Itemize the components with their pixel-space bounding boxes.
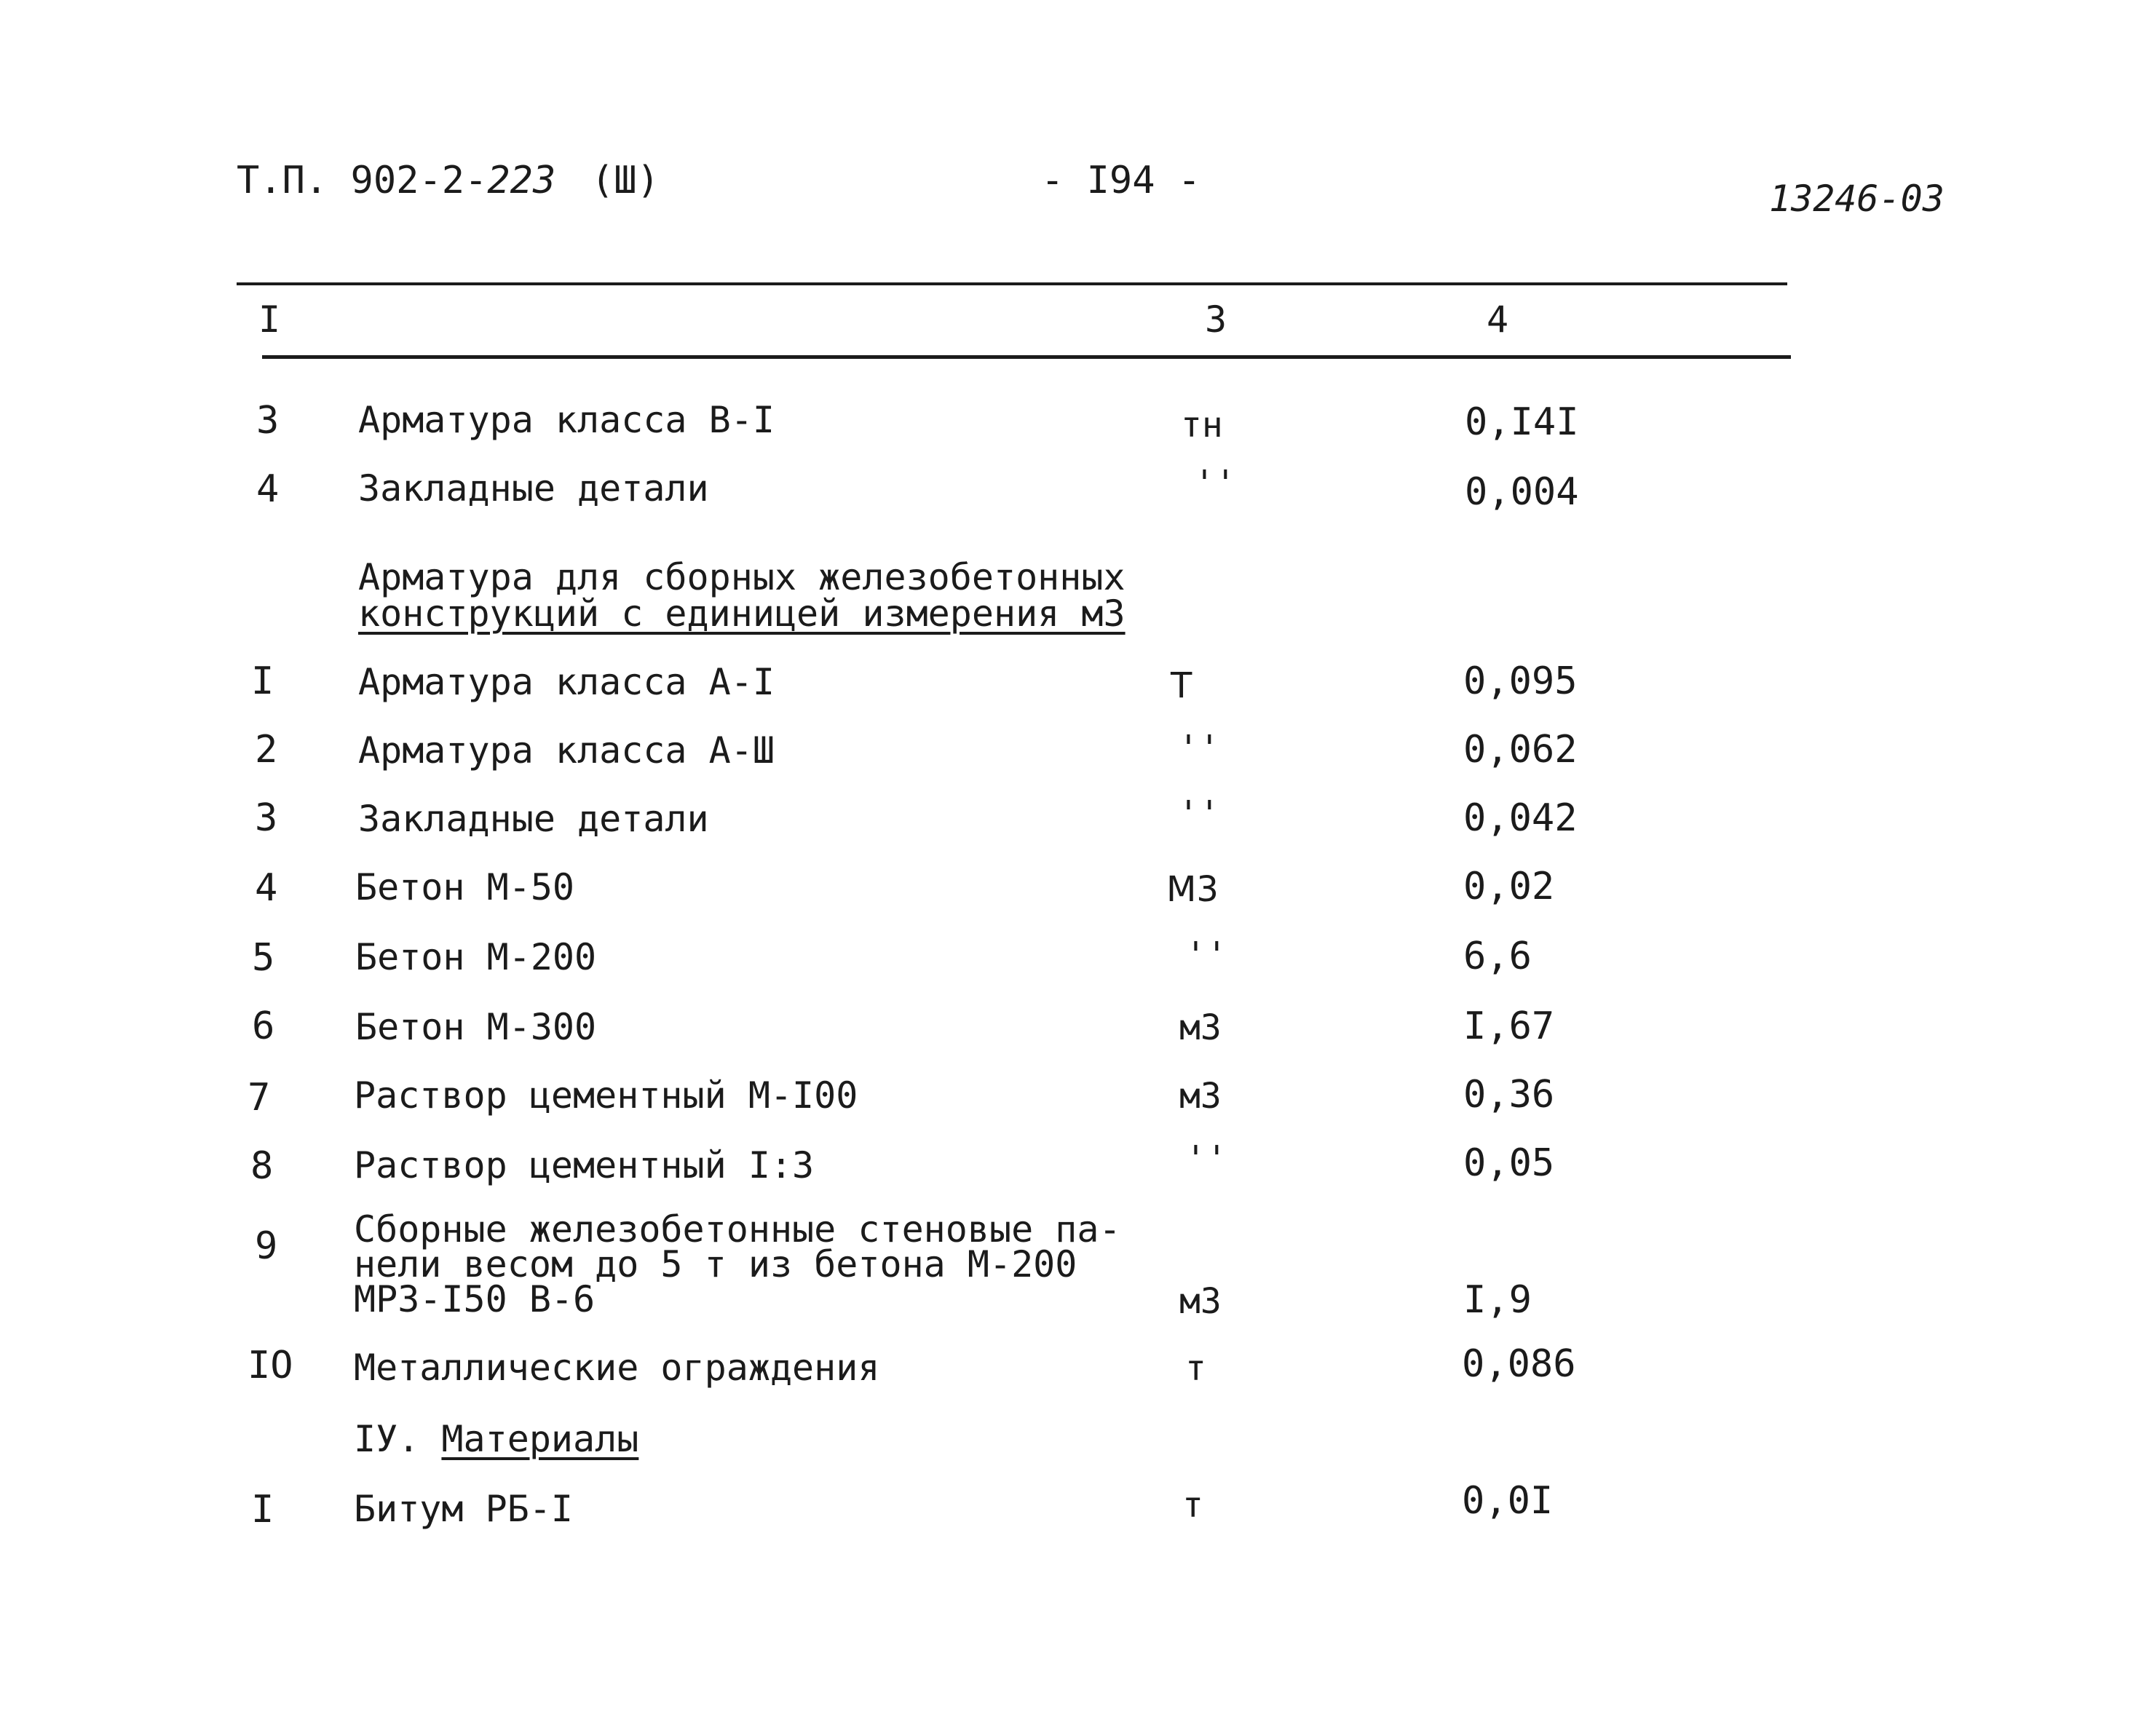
section-heading-line1: Арматура для сборных железобетонных [358,556,1126,598]
row-number: 3 [256,399,280,443]
row-value: I,9 [1463,1278,1532,1322]
row-number: 6 [252,1004,275,1048]
row-name: Арматура класса А-Ш [358,729,775,772]
document-number-handwritten: 223 [487,159,556,202]
document-number [237,159,555,202]
row-name: Бетон М-300 [355,1006,597,1048]
volume-label: (Ш) [591,159,660,202]
row-unit: '' [1178,793,1220,834]
row-value: 0,042 [1463,796,1578,840]
row-unit: т [1182,1485,1203,1526]
row-value: 0,062 [1463,728,1578,772]
row-value: 6,6 [1463,935,1532,978]
row-name: Битум РБ-I [354,1488,574,1530]
row-unit: тн [1181,405,1223,445]
row-value: 0,095 [1463,659,1578,703]
row-name: Арматура класса А-I [358,661,775,703]
row-unit: '' [1185,1138,1227,1179]
row-number: 8 [250,1144,274,1188]
row-unit: м3 [1179,1076,1222,1117]
row-unit: т [1185,1348,1206,1389]
page-number: - I94 - [1041,159,1201,202]
section-heading-prefix: IУ. [354,1418,442,1460]
row-value: I,67 [1463,1004,1555,1048]
row-value: 0,02 [1463,865,1555,908]
document-number-prefix: Т.П. 902-2- [237,159,488,202]
section-heading-title: Материалы [441,1418,639,1460]
row-number: 4 [256,467,280,511]
row-unit: м3 [1179,1281,1222,1322]
column-header-1: I [258,298,281,341]
table-top-rule [237,282,1787,285]
row-unit: Т [1171,665,1192,706]
row-value: 0,0I [1462,1479,1554,1523]
section-heading [354,1418,639,1460]
row-number: IO [248,1344,293,1387]
section-heading-line2: конструкций с единицей измерения м3 [358,592,1126,635]
row-unit: м3 [1179,1007,1222,1048]
row-name: Закладные детали [358,467,709,510]
column-header-4: 4 [1487,298,1509,341]
row-name: Металлические ограждения [354,1347,880,1389]
row-number: 7 [248,1076,271,1119]
row-number: 5 [252,936,275,980]
row-number: 9 [255,1224,278,1268]
row-number: 3 [255,796,278,840]
row-number: 4 [255,866,278,910]
row-name: Раствор цементный I:3 [354,1144,815,1186]
row-value: 0,004 [1465,470,1579,514]
row-unit: '' [1185,935,1227,975]
row-number: I [251,659,274,703]
row-value: 0,I4I [1465,400,1579,444]
row-name-line1: Сборные железобетонные стеновые па- [354,1208,1121,1251]
table-header-rule [262,355,1791,359]
row-number: 2 [255,728,278,772]
row-unit: '' [1194,463,1236,504]
row-name-line3: МРЗ-I50 В-6 [354,1278,596,1320]
row-name-line2: нели весом до 5 т из бетона М-200 [354,1243,1077,1285]
column-header-3: 3 [1205,298,1227,341]
row-name: Бетон М-50 [355,866,575,908]
row-value: 0,086 [1462,1342,1576,1386]
row-value: 0,05 [1463,1141,1555,1185]
row-number: I [251,1488,274,1531]
row-name: Раствор цементный М-I00 [354,1074,858,1117]
row-value: 0,36 [1463,1073,1555,1117]
archive-code: 13246-03 [1769,178,1945,220]
row-unit: М3 [1166,869,1219,910]
row-unit: '' [1178,728,1220,769]
row-name: Закладные детали [358,798,709,840]
row-name: Бетон М-200 [355,936,597,978]
row-name: Арматура класса В-I [358,399,775,441]
